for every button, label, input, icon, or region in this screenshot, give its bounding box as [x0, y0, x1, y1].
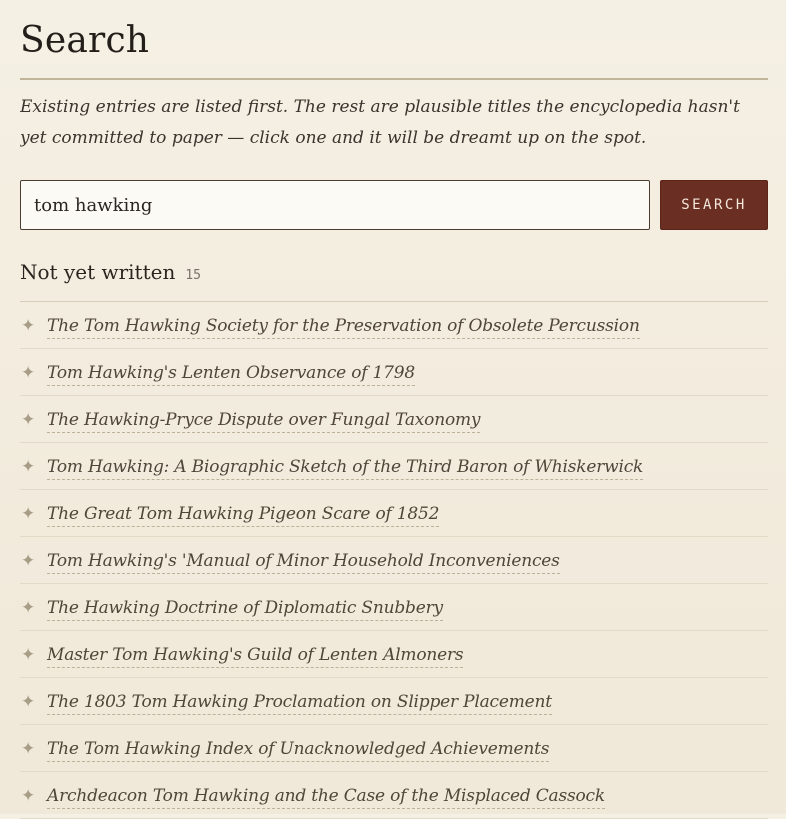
four-pointed-star-icon: ✦ [21, 550, 36, 571]
four-pointed-star-icon: ✦ [21, 503, 36, 524]
entry-title-link[interactable]: Master Tom Hawking's Guild of Lenten Almoners [47, 645, 463, 668]
entry-title-link[interactable]: The 1803 Tom Hawking Proclamation on Slipper Placement [47, 692, 552, 715]
four-pointed-star-icon: ✦ [21, 785, 36, 806]
four-pointed-star-icon: ✦ [21, 597, 36, 618]
four-pointed-star-icon: ✦ [21, 409, 36, 430]
four-pointed-star-icon: ✦ [21, 738, 36, 759]
list-item [20, 537, 768, 584]
list-item [20, 443, 768, 490]
list-item [20, 584, 768, 631]
list-item [20, 302, 768, 349]
four-pointed-star-icon: ✦ [21, 456, 36, 477]
entry-title-link[interactable]: The Hawking-Pryce Dispute over Fungal Taxonomy [47, 410, 480, 433]
list-item [20, 678, 768, 725]
entry-title-link[interactable]: The Tom Hawking Society for the Preservation of Obsolete Percussion [47, 316, 640, 339]
title-divider [20, 78, 768, 80]
entry-title-link[interactable]: Tom Hawking's Lenten Observance of 1798 [47, 363, 415, 386]
search-page [20, 0, 768, 819]
list-item [20, 490, 768, 537]
entry-title-link[interactable]: Archdeacon Tom Hawking and the Case of the Misplaced Cassock [47, 786, 605, 809]
result-count: 15 [185, 268, 201, 283]
four-pointed-star-icon: ✦ [21, 315, 36, 336]
section-title: Not yet written [20, 260, 176, 284]
intro-text: Existing entries are listed first. The rest are plausible titles the encyclopedia hasn't yet committed to paper — click one and it will be dreamt up on the spot. [20, 97, 740, 148]
entry-title-link[interactable]: The Great Tom Hawking Pigeon Scare of 1852 [47, 504, 439, 527]
entry-title-link[interactable]: Tom Hawking: A Biographic Sketch of the Third Baron of Whiskerwick [47, 457, 643, 480]
list-item [20, 725, 768, 772]
search-form [20, 180, 768, 230]
unwritten-entries-list [20, 302, 768, 819]
four-pointed-star-icon: ✦ [21, 362, 36, 383]
entry-title-link[interactable]: The Hawking Doctrine of Diplomatic Snubbery [47, 598, 443, 621]
four-pointed-star-icon: ✦ [21, 691, 36, 712]
entry-title-link[interactable]: Tom Hawking's 'Manual of Minor Household Inconveniences [47, 551, 560, 574]
list-item [20, 631, 768, 678]
four-pointed-star-icon: ✦ [21, 644, 36, 665]
list-item [20, 349, 768, 396]
list-item [20, 772, 768, 819]
section-header [20, 260, 768, 292]
search-button[interactable]: SEARCH [660, 180, 768, 230]
search-input[interactable] [20, 180, 650, 230]
list-item [20, 396, 768, 443]
page-title: Search [20, 20, 150, 61]
entry-title-link[interactable]: The Tom Hawking Index of Unacknowledged Achievements [47, 739, 549, 762]
